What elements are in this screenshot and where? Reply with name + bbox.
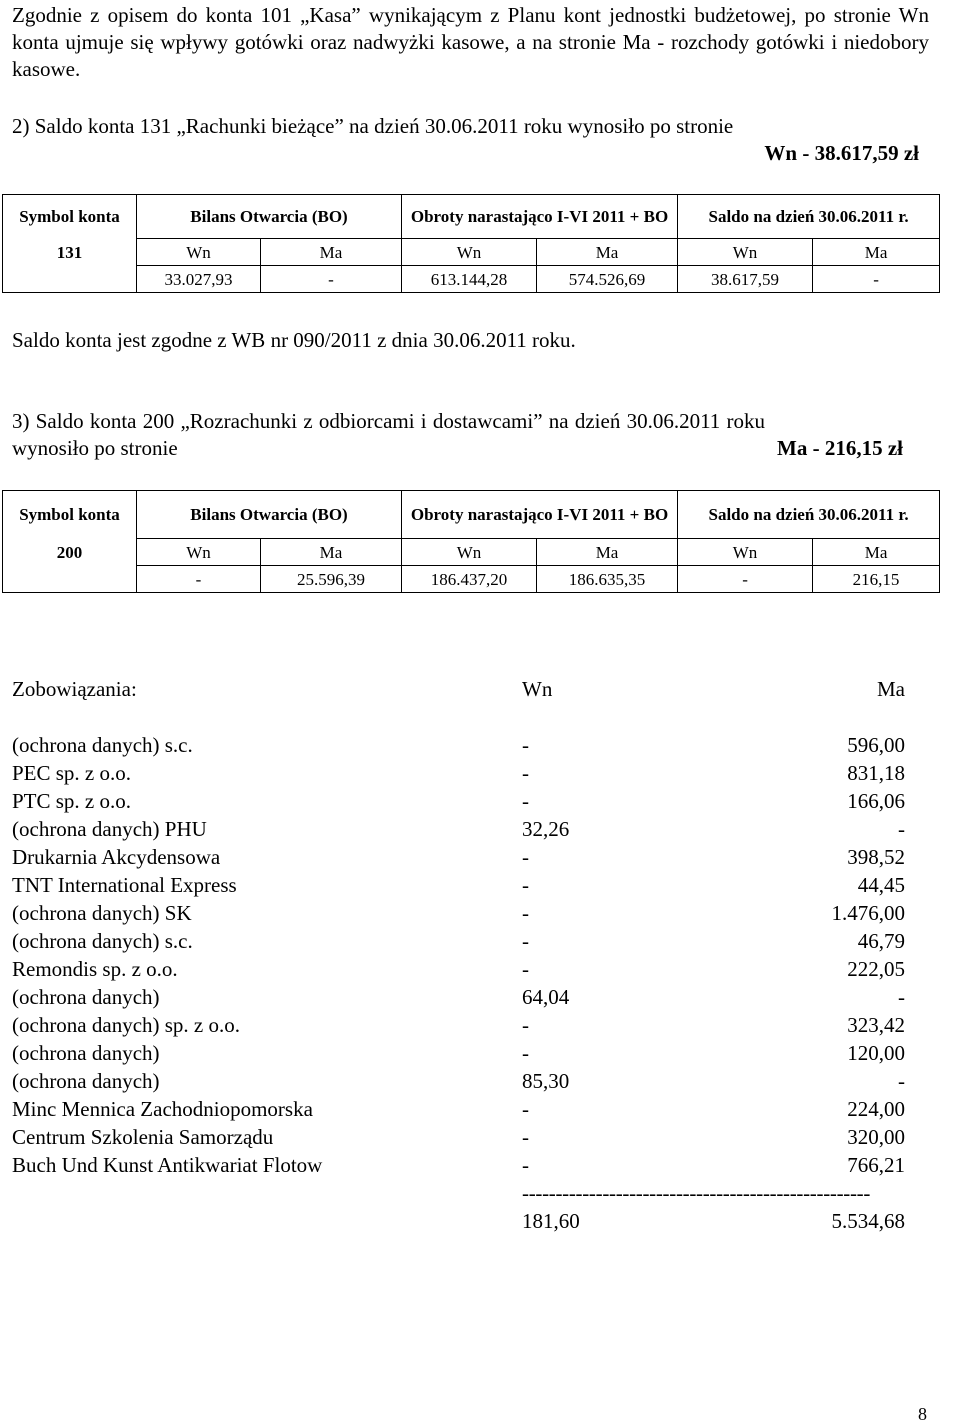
account-131-table [2, 194, 940, 293]
header-bo: Bilans Otwarcia (BO) [137, 491, 402, 539]
liability-wn: 64,04 [522, 985, 570, 1009]
liability-row [12, 1125, 905, 1153]
symbol-cell-empty [3, 266, 137, 293]
liability-wn: - [522, 1041, 529, 1065]
liability-wn: - [522, 1013, 529, 1037]
liability-ma: 766,21 [847, 1153, 905, 1177]
side-label: Ma [261, 239, 402, 266]
liability-row [12, 761, 905, 789]
liability-name: (ochrona danych) PHU [12, 817, 207, 841]
symbol-cell-empty [3, 566, 137, 593]
liability-ma: - [898, 985, 905, 1009]
section-2-amount: Wn - 38.617,59 zł [764, 141, 919, 165]
liability-row [12, 1013, 905, 1041]
intro-paragraph [12, 2, 929, 83]
value-cell: - [813, 266, 940, 293]
side-label: Wn [137, 539, 261, 566]
section-3-line1: 3) Saldo konta 200 „Rozrachunki z odbiorcami i dostawcami” na dzień 30.06.2011 roku [12, 409, 766, 433]
value-cell: 216,15 [813, 566, 940, 593]
liability-wn: - [522, 1125, 529, 1149]
liability-name: Remondis sp. z o.o. [12, 957, 178, 981]
liability-ma: - [898, 1069, 905, 1093]
liability-row [12, 1069, 905, 1097]
section-3-amount: Ma - 216,15 zł [777, 436, 903, 460]
liability-wn: - [522, 929, 529, 953]
intro-text: Zgodnie z opisem do konta 101 „Kasa” wynikającym z Planu kont jednostki budżetowej, po stronie Wn konta ujmuje się wpływy gotówki oraz nadwyżki kasowe, a na stronie Ma - rozchody gotówki i niedobory kasowe. [12, 3, 929, 81]
liability-row [12, 985, 905, 1013]
liability-wn: - [522, 901, 529, 925]
value-cell: 186.635,35 [537, 566, 678, 593]
liability-ma: 166,06 [847, 789, 905, 813]
liability-name: Minc Mennica Zachodniopomorska [12, 1097, 313, 1121]
liability-ma: 46,79 [857, 929, 905, 953]
value-cell: 25.596,39 [261, 566, 402, 593]
liability-name: PEC sp. z o.o. [12, 761, 132, 785]
liability-wn: - [522, 1097, 529, 1121]
liability-ma: 596,00 [847, 733, 905, 757]
total-ma: 5.534,68 [831, 1209, 905, 1233]
liability-name: (ochrona danych) sp. z o.o. [12, 1013, 241, 1037]
liability-row [12, 1153, 905, 1181]
header-saldo: Saldo na dzień 30.06.2011 r. [678, 195, 940, 239]
liability-name: Centrum Szkolenia Samorządu [12, 1125, 274, 1149]
liability-row [12, 929, 905, 957]
liability-name: (ochrona danych) [12, 1041, 160, 1065]
liability-name: Buch Und Kunst Antikwariat Flotow [12, 1153, 323, 1177]
liability-row [12, 845, 905, 873]
liabilities-label: Zobowiązania: [12, 677, 137, 701]
liability-name: (ochrona danych) [12, 1069, 160, 1093]
value-cell: 574.526,69 [537, 266, 678, 293]
liability-ma: - [898, 817, 905, 841]
liability-row [12, 901, 905, 929]
liability-ma: 320,00 [847, 1125, 905, 1149]
liability-row [12, 789, 905, 817]
symbol-cell: 200 [3, 539, 137, 566]
ma-column-label: Ma [877, 677, 905, 701]
liability-name: (ochrona danych) SK [12, 901, 192, 925]
totals-separator-row [12, 1181, 905, 1209]
value-cell: - [261, 266, 402, 293]
liability-ma: 398,52 [847, 845, 905, 869]
liability-wn: - [522, 1153, 529, 1177]
liability-ma: 222,05 [847, 957, 905, 981]
totals-row [12, 1209, 905, 1237]
liability-wn: - [522, 761, 529, 785]
side-label: Wn [402, 239, 537, 266]
value-cell: 38.617,59 [678, 266, 813, 293]
account-200-table [2, 490, 940, 593]
liability-name: (ochrona danych) [12, 985, 160, 1009]
section-3-line2: wynosiło po stronie [12, 436, 178, 460]
header-bo: Bilans Otwarcia (BO) [137, 195, 402, 239]
liability-wn: - [522, 873, 529, 897]
liability-ma: 120,00 [847, 1041, 905, 1065]
liability-row [12, 1097, 905, 1125]
header-obroty: Obroty narastająco I-VI 2011 + BO [402, 195, 678, 239]
liability-ma: 831,18 [847, 761, 905, 785]
liability-name: Drukarnia Akcydensowa [12, 845, 221, 869]
liability-row [12, 957, 905, 985]
side-label: Ma [537, 539, 678, 566]
side-label: Ma [261, 539, 402, 566]
side-label: Wn [402, 539, 537, 566]
side-label: Ma [813, 539, 940, 566]
value-cell: 186.437,20 [402, 566, 537, 593]
liability-row [12, 1041, 905, 1069]
value-cell: - [678, 566, 813, 593]
liability-row [12, 817, 905, 845]
liability-ma: 323,42 [847, 1013, 905, 1037]
section-2-text: 2) Saldo konta 131 „Rachunki bieżące” na dzień 30.06.2011 roku wynosiło po stronie [12, 114, 734, 138]
liabilities-header [12, 677, 905, 705]
liability-wn: - [522, 845, 529, 869]
liability-wn: - [522, 733, 529, 757]
liability-name: PTC sp. z o.o. [12, 789, 132, 813]
header-obroty: Obroty narastająco I-VI 2011 + BO [402, 491, 678, 539]
liabilities-section [12, 677, 905, 1237]
value-cell: - [137, 566, 261, 593]
value-cell: 613.144,28 [402, 266, 537, 293]
side-label: Wn [678, 539, 813, 566]
liability-name: TNT International Express [12, 873, 237, 897]
liability-name: (ochrona danych) s.c. [12, 733, 193, 757]
liability-row [12, 873, 905, 901]
header-saldo: Saldo na dzień 30.06.2011 r. [678, 491, 940, 539]
total-wn: 181,60 [522, 1209, 580, 1233]
liability-wn: 85,30 [522, 1069, 570, 1093]
liability-wn: - [522, 957, 529, 981]
side-label: Wn [678, 239, 813, 266]
symbol-cell: 131 [3, 239, 137, 266]
liabilities-list [12, 733, 905, 1181]
section-3-heading [12, 408, 929, 462]
side-label: Ma [537, 239, 678, 266]
liability-wn: 32,26 [522, 817, 570, 841]
section-2-heading [12, 113, 929, 167]
liability-wn: - [522, 789, 529, 813]
liability-name: (ochrona danych) s.c. [12, 929, 193, 953]
wn-column-label: Wn [522, 677, 553, 701]
page-number: 8 [918, 1404, 927, 1424]
value-cell: 33.027,93 [137, 266, 261, 293]
liability-ma: 1.476,00 [831, 901, 905, 925]
header-symbol: Symbol konta [3, 195, 137, 239]
liability-ma: 44,45 [857, 873, 905, 897]
section-2-note: Saldo konta jest zgodne z WB nr 090/2011 z dnia 30.06.2011 roku. [12, 328, 576, 352]
side-label: Ma [813, 239, 940, 266]
liability-ma: 224,00 [847, 1097, 905, 1121]
totals-separator: ---------------------------------------------------- [522, 1181, 871, 1205]
side-label: Wn [137, 239, 261, 266]
header-symbol: Symbol konta [3, 491, 137, 539]
liability-row [12, 733, 905, 761]
